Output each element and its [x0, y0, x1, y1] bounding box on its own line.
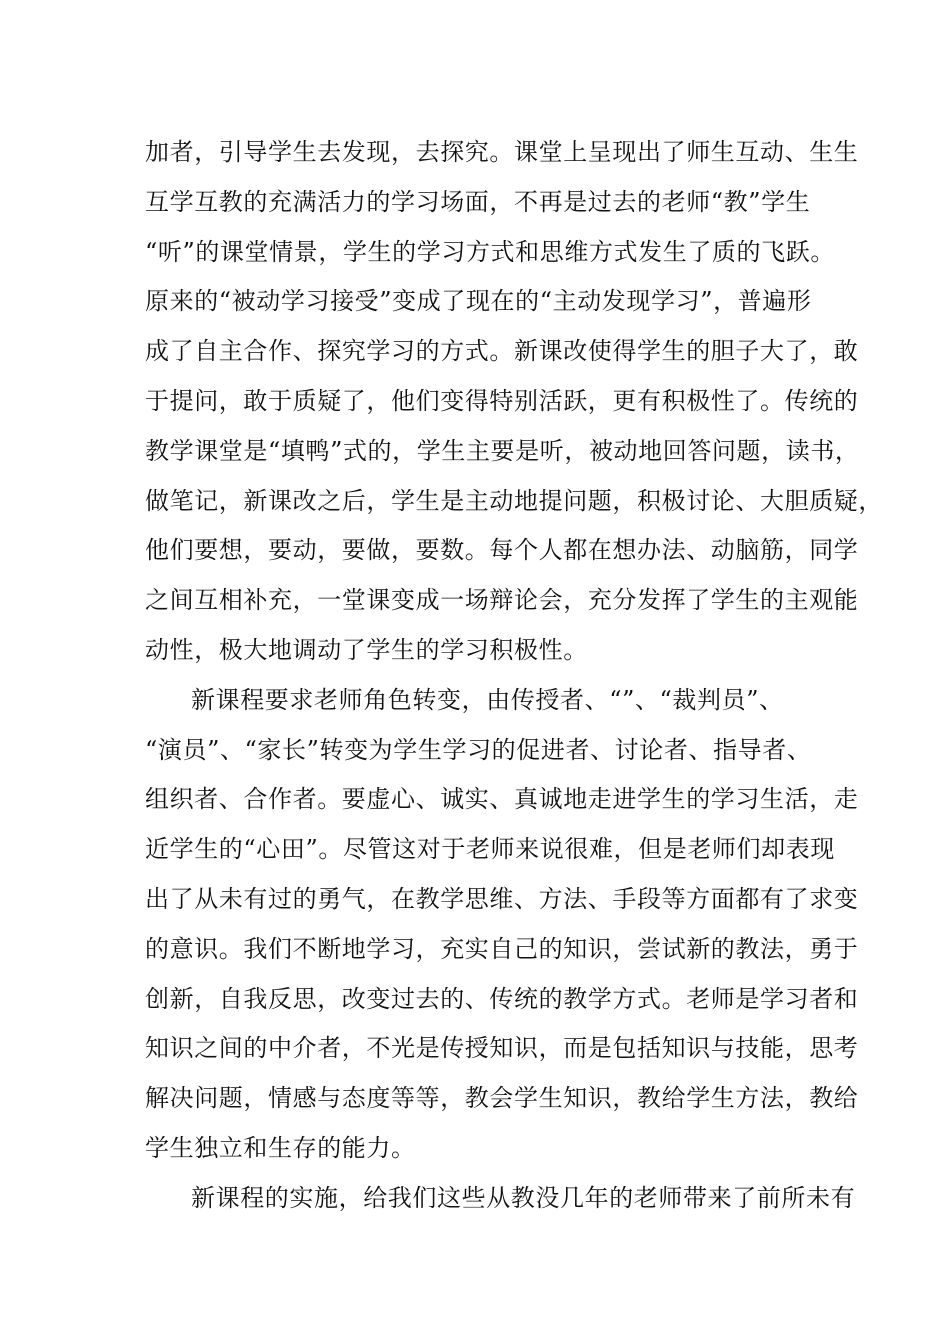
text-line: “演员”、“家长”转变为学生学习的促进者、讨论者、指导者、 — [145, 735, 812, 764]
text-line: 成了自主合作、探究学习的方式。新课改使得学生的胆子大了，敢 — [145, 337, 859, 366]
text-line: 解决问题，情感与态度等等，教会学生知识，教给学生方法，教给 — [145, 1084, 859, 1113]
text-line: 组织者、合作者。要虚心、诚实、真诚地走进学生的学习生活，走 — [145, 785, 859, 814]
text-line: 出了从未有过的勇气，在教学思维、方法、手段等方面都有了求变 — [145, 884, 859, 913]
text-line: 新课程的实施，给我们这些从教没几年的老师带来了前所未有 — [191, 1183, 856, 1212]
text-line: 创新，自我反思，改变过去的、传统的教学方式。老师是学习者和 — [145, 984, 859, 1013]
text-line: 他们要想，要动，要做，要数。每个人都在想办法、动脑筋，同学 — [145, 536, 859, 565]
paragraph — [145, 676, 859, 1174]
text-line: 互学互教的充满活力的学习场面，不再是过去的老师“教”学生 — [145, 187, 811, 216]
text-line: 近学生的“心田”。尽管这对于老师来说很难，但是老师们却表现 — [145, 835, 835, 864]
text-line: 于提问，敢于质疑了，他们变得特别活跃，更有积极性了。传统的 — [145, 386, 859, 415]
paragraph — [145, 128, 883, 676]
text-line: 加者，引导学生去发现，去探究。课堂上呈现出了师生互动、生生 — [145, 138, 859, 166]
text-line: 的意识。我们不断地学习，充实自己的知识，尝试新的教法，勇于 — [145, 934, 859, 963]
text-line: 做笔记，新课改之后，学生是主动地提问题，积极讨论、大胆质疑， — [145, 486, 883, 515]
text-line: 学生独立和生存的能力。 — [145, 1133, 416, 1162]
text-line: 知识之间的中介者，不光是传授知识，而是包括知识与技能，思考 — [145, 1034, 859, 1063]
paragraph — [145, 1174, 856, 1224]
text-line: “听”的课堂情景，学生的学习方式和思维方式发生了质的飞跃。 — [145, 237, 835, 266]
text-line: 动性，极大地调动了学生的学习积极性。 — [145, 635, 588, 664]
document-body — [145, 128, 883, 1224]
text-line: 教学课堂是“填鸭”式的，学生主要是听，被动地回答问题，读书， — [145, 436, 860, 465]
text-line: 新课程要求老师角色转变，由传授者、“”、“裁判员”、 — [191, 685, 784, 714]
text-line: 原来的“被动学习接受”变成了现在的“主动发现学习”，普遍形 — [145, 287, 812, 316]
text-line: 之间互相补充，一堂课变成一场辩论会，充分发挥了学生的主观能 — [145, 586, 859, 615]
